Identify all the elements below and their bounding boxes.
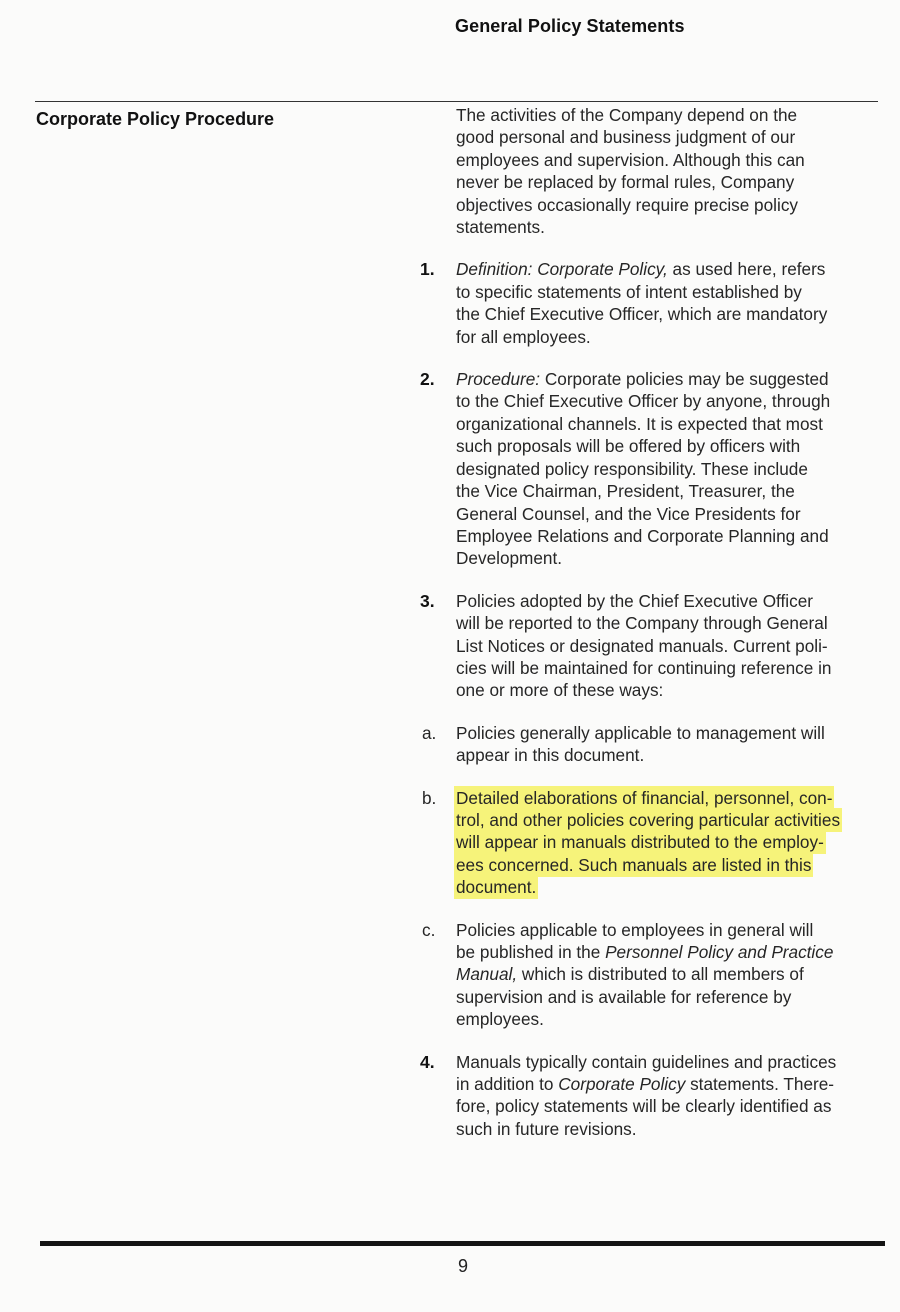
list-item-text (456, 368, 888, 570)
item-line: List Notices or designated manuals. Current poli- (456, 635, 828, 656)
list-item-b (422, 787, 888, 899)
item-line: Policies applicable to employees in general will (456, 919, 814, 940)
item-line: to specific statements of intent established by (456, 281, 802, 302)
intro-line: good personal and business judgment of our (456, 127, 796, 148)
manual-title-italic: Personnel Policy and Practice (605, 942, 834, 962)
list-item-text (456, 258, 888, 348)
highlighted-line: will appear in manuals distributed to the employ- (456, 832, 824, 853)
highlighted-text (456, 787, 888, 899)
highlighted-line: Detailed elaborations of financial, personnel, con- (456, 787, 833, 808)
list-marker: c. (422, 919, 436, 940)
list-item-2 (420, 368, 888, 570)
item-line: cies will be maintained for continuing reference in (456, 657, 832, 678)
item-line: one or more of these ways: (456, 680, 664, 701)
list-item-3 (420, 590, 888, 702)
item-line: will be reported to the Company through General (456, 613, 828, 634)
intro-line: objectives occasionally require precise policy (456, 194, 799, 215)
item-lead-italic: Definition: Corporate Policy, (456, 259, 668, 280)
section-title: Corporate Policy Procedure (36, 109, 275, 129)
list-marker: b. (422, 787, 437, 808)
page-header: General Policy Statements (455, 16, 685, 36)
intro-line: never be replaced by formal rules, Company (456, 172, 795, 193)
item-line: be published in the (456, 942, 606, 962)
highlighted-line: document. (456, 877, 537, 898)
item-line: in addition to (456, 1074, 559, 1095)
term-italic: Corporate Policy (558, 1074, 686, 1095)
item-line: such proposals will be offered by officers with (456, 436, 801, 457)
list-item-text (456, 722, 888, 767)
list-item-1 (420, 258, 888, 348)
policy-body (420, 104, 888, 1140)
item-line: as used here, refers (667, 259, 826, 280)
list-marker: 4. (420, 1051, 435, 1072)
item-line: such in future revisions. (456, 1118, 637, 1139)
list-item-4 (420, 1051, 888, 1141)
item-line: General Counsel, and the Vice Presidents for (456, 503, 801, 524)
list-item-text (456, 919, 888, 1031)
item-line: Policies generally applicable to management will (456, 722, 825, 743)
list-marker: 1. (420, 259, 435, 280)
item-line: for all employees. (456, 326, 591, 347)
intro-line: statements. (456, 217, 545, 238)
page-number: 9 (458, 1256, 469, 1276)
list-item-text (456, 590, 888, 702)
list-item-text (456, 1051, 888, 1141)
manual-title-italic: Manual, (456, 964, 518, 985)
item-line: designated policy responsibility. These include (456, 458, 808, 479)
bottom-divider (40, 1241, 885, 1246)
item-line: appear in this document. (456, 745, 645, 766)
highlighted-line: trol, and other policies covering particular activities (456, 809, 841, 830)
item-line: Policies adopted by the Chief Executive Officer (456, 590, 813, 611)
item-lead-italic: Procedure: (456, 369, 541, 390)
item-line: fore, policy statements will be clearly identified as (456, 1096, 832, 1117)
item-line: organizational channels. It is expected that most (456, 413, 823, 434)
item-line: which is distributed to all members of (517, 964, 804, 985)
item-line: employees. (456, 1009, 544, 1030)
item-line: to the Chief Executive Officer by anyone, through (456, 391, 831, 412)
intro-line: The activities of the Company depend on the (456, 105, 798, 125)
list-marker: 3. (420, 590, 435, 611)
item-line: Manuals typically contain guidelines and practices (456, 1051, 837, 1072)
highlighted-line: ees concerned. Such manuals are listed in this (456, 854, 812, 875)
intro-paragraph (456, 104, 888, 238)
list-item-a (422, 722, 888, 767)
item-line: statements. There- (685, 1074, 835, 1095)
item-line: the Chief Executive Officer, which are mandatory (456, 304, 828, 325)
intro-line: employees and supervision. Although this can (456, 149, 805, 170)
item-line: Employee Relations and Corporate Planning and (456, 525, 829, 546)
list-item-c (422, 919, 888, 1031)
item-line: Corporate policies may be suggested (540, 369, 829, 390)
item-line: the Vice Chairman, President, Treasurer, the (456, 481, 795, 502)
list-marker: a. (422, 722, 437, 743)
list-marker: 2. (420, 369, 435, 390)
item-line: Development. (456, 548, 563, 569)
top-divider (35, 101, 878, 102)
item-line: supervision and is available for reference by (456, 986, 792, 1007)
